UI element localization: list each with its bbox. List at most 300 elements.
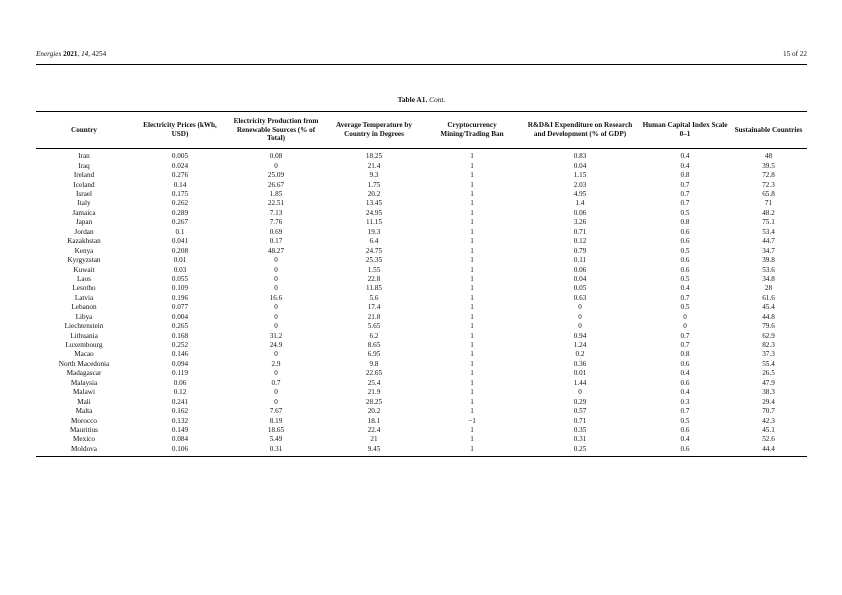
table-row [36, 275, 807, 284]
cell-rdi-expenditure: 0.05 [573, 284, 587, 293]
cell-crypto-ban: 1 [470, 359, 474, 368]
cell-country: Macao [74, 350, 94, 359]
cell-rdi-expenditure: 0.71 [573, 227, 587, 236]
cell-renewable-production: 0 [274, 303, 278, 312]
cell-human-capital-index: 0.6 [680, 237, 690, 246]
cell-electricity-price: 0.004 [171, 312, 189, 321]
cell-sustainable-score: 71 [764, 199, 773, 208]
cell-average-temperature: 21.8 [367, 312, 381, 321]
cell-average-temperature: 1.55 [367, 265, 381, 274]
cell-rdi-expenditure: 1.24 [573, 341, 587, 350]
cell-human-capital-index: 0.6 [680, 359, 690, 368]
table-row [36, 312, 807, 321]
cell-country: Mauritius [70, 425, 98, 434]
cell-average-temperature: 19.3 [367, 227, 381, 236]
cell-crypto-ban: 1 [470, 303, 474, 312]
cell-renewable-production: 0 [274, 350, 278, 359]
cell-crypto-ban: 1 [470, 218, 474, 227]
cell-country: Japan [75, 218, 93, 227]
table-row [36, 180, 807, 189]
cell-electricity-price: 0.168 [171, 331, 189, 340]
cell-crypto-ban: 1 [470, 208, 474, 217]
cell-crypto-ban: 1 [470, 312, 474, 321]
cell-sustainable-score: 79.6 [762, 322, 775, 331]
cell-crypto-ban: 1 [470, 227, 474, 236]
cell-country: Mali [77, 397, 91, 406]
table-row [36, 171, 807, 180]
cell-human-capital-index: 0.7 [680, 331, 690, 340]
cell-average-temperature: 18.1 [367, 416, 381, 425]
table-row [36, 246, 807, 255]
cell-sustainable-score: 47.9 [762, 378, 775, 387]
cell-crypto-ban: 1 [470, 180, 474, 189]
cell-human-capital-index: 0.8 [680, 350, 690, 359]
cell-electricity-price: 0.084 [171, 435, 189, 444]
table-row [36, 426, 807, 435]
header-country: Country [71, 125, 97, 134]
cell-rdi-expenditure: 0.06 [573, 208, 587, 217]
cell-rdi-expenditure: 0.04 [573, 274, 587, 283]
cell-renewable-production: 0 [274, 397, 278, 406]
table-row [36, 199, 807, 208]
cell-human-capital-index: 0.5 [680, 303, 690, 312]
cell-crypto-ban: 1 [470, 256, 474, 265]
cell-electricity-price: 0.106 [171, 444, 189, 453]
cell-electricity-price: 0.024 [171, 161, 189, 170]
cell-rdi-expenditure: 1.15 [573, 171, 587, 180]
cell-rdi-expenditure: 0.71 [573, 416, 587, 425]
cell-human-capital-index: 0.6 [680, 378, 690, 387]
cell-sustainable-score: 39.5 [762, 161, 775, 170]
cell-renewable-production: 0 [274, 161, 278, 170]
cell-crypto-ban: 1 [470, 425, 474, 434]
cell-renewable-production: 0.31 [269, 444, 283, 453]
cell-sustainable-score: 34.7 [762, 246, 775, 255]
table-row [36, 190, 807, 199]
table-row [36, 388, 807, 397]
cell-human-capital-index: 0.6 [680, 265, 690, 274]
cell-country: Iran [78, 152, 90, 161]
cell-rdi-expenditure: 0.29 [573, 397, 587, 406]
cell-country: Kenya [74, 246, 94, 255]
journal-citation: Energies 2021, 14, 4254 [36, 50, 107, 58]
table-row [36, 407, 807, 416]
cell-average-temperature: 1.75 [367, 180, 381, 189]
cell-electricity-price: 0.241 [171, 397, 189, 406]
cell-average-temperature: 6.4 [369, 237, 379, 246]
cell-renewable-production: 0 [274, 388, 278, 397]
cell-country: Mexico [73, 435, 95, 444]
cell-electricity-price: 0.175 [171, 190, 189, 199]
cell-renewable-production: 22.51 [267, 199, 285, 208]
cell-human-capital-index: 0.5 [680, 274, 690, 283]
cell-rdi-expenditure: 1.44 [573, 378, 587, 387]
cell-average-temperature: 18.25 [365, 152, 383, 161]
table-label: Table A1. [397, 95, 428, 104]
cell-country: Latvia [74, 293, 94, 302]
cell-human-capital-index: 0.7 [680, 407, 690, 416]
cell-rdi-expenditure: 4.95 [573, 190, 587, 199]
table-row [36, 149, 807, 162]
cell-electricity-price: 0.005 [171, 152, 189, 161]
cell-crypto-ban: 1 [470, 444, 474, 453]
cell-electricity-price: 0.077 [171, 303, 189, 312]
cell-sustainable-score: 38.3 [762, 388, 775, 397]
cell-sustainable-score: 42.3 [762, 416, 775, 425]
cell-renewable-production: 31.2 [269, 331, 283, 340]
cell-average-temperature: 20.2 [367, 407, 381, 416]
cell-crypto-ban: 1 [470, 322, 474, 331]
cell-crypto-ban: 1 [470, 284, 474, 293]
cell-human-capital-index: 0.4 [680, 435, 690, 444]
cell-rdi-expenditure: 3.26 [573, 218, 587, 227]
cell-human-capital-index: 0.4 [680, 152, 690, 161]
cell-electricity-price: 0.149 [171, 425, 189, 434]
table-row [36, 435, 807, 444]
cell-country: Luxembourg [65, 341, 103, 350]
header-renewable-production: Electricity Production from Renewable Sources (% of Total) [233, 117, 319, 143]
cell-average-temperature: 13.45 [365, 199, 383, 208]
cell-rdi-expenditure: 0.79 [573, 246, 587, 255]
cell-human-capital-index: 0.3 [680, 397, 690, 406]
cell-rdi-expenditure: 0.11 [573, 256, 587, 265]
cell-rdi-expenditure: 0.57 [573, 407, 587, 416]
cell-sustainable-score: 52.6 [762, 435, 775, 444]
table-row [36, 209, 807, 218]
journal-volume: 14 [81, 50, 89, 58]
cell-country: Liechtenstein [64, 322, 104, 331]
cell-human-capital-index: 0.5 [680, 208, 690, 217]
cell-average-temperature: 25.4 [367, 378, 381, 387]
cell-renewable-production: 0 [274, 256, 278, 265]
cell-rdi-expenditure: 0.35 [573, 425, 587, 434]
cell-crypto-ban: 1 [470, 265, 474, 274]
cell-sustainable-score: 48 [764, 152, 773, 161]
cell-crypto-ban: 1 [470, 378, 474, 387]
cell-electricity-price: 0.208 [171, 246, 189, 255]
cell-sustainable-score: 26.5 [762, 369, 775, 378]
cell-sustainable-score: 65.8 [762, 190, 775, 199]
cell-renewable-production: 8.19 [269, 416, 283, 425]
cell-renewable-production: 5.49 [269, 435, 283, 444]
cell-crypto-ban: 1 [470, 274, 474, 283]
table-row [36, 379, 807, 388]
cell-electricity-price: 0.276 [171, 171, 189, 180]
cell-human-capital-index: 0.7 [680, 180, 690, 189]
cell-rdi-expenditure: 0.01 [573, 369, 587, 378]
cell-country: Ireland [73, 171, 95, 180]
cell-rdi-expenditure: 0.83 [573, 152, 587, 161]
table-row [36, 445, 807, 457]
cell-country: Kuwait [73, 265, 95, 274]
cell-average-temperature: 21.9 [367, 388, 381, 397]
cell-renewable-production: 24.9 [269, 341, 283, 350]
cell-renewable-production: 16.6 [269, 293, 283, 302]
cell-electricity-price: 0.196 [171, 293, 189, 302]
cell-crypto-ban: 1 [470, 237, 474, 246]
table-row [36, 322, 807, 331]
header-average-temperature: Average Temperature by Country in Degrees [336, 121, 412, 138]
cell-electricity-price: 0.109 [171, 284, 189, 293]
cell-country: Jamaica [72, 208, 96, 217]
cell-renewable-production: 0.08 [269, 152, 283, 161]
cell-sustainable-score: 44.8 [762, 312, 775, 321]
cell-average-temperature: 28.25 [365, 397, 383, 406]
cell-average-temperature: 8.65 [367, 341, 381, 350]
cell-human-capital-index: 0.4 [680, 161, 690, 170]
cell-crypto-ban: 1 [470, 161, 474, 170]
cell-country: Malawi [73, 388, 95, 397]
table-row [36, 294, 807, 303]
cell-rdi-expenditure: 0.04 [573, 161, 587, 170]
table-row [36, 331, 807, 340]
cell-average-temperature: 9.8 [369, 359, 379, 368]
cell-average-temperature: 20.2 [367, 190, 381, 199]
table-caption-suffix: Cont. [429, 95, 446, 104]
cell-average-temperature: 22.65 [365, 369, 383, 378]
cell-human-capital-index: 0.4 [680, 369, 690, 378]
table-row [36, 416, 807, 425]
cell-rdi-expenditure: 0 [578, 312, 582, 321]
cell-renewable-production: 0 [274, 274, 278, 283]
table-row [36, 303, 807, 312]
cell-country: Lebanon [71, 303, 97, 312]
cell-rdi-expenditure: 0.31 [573, 435, 587, 444]
cell-country: Madagascar [66, 369, 102, 378]
cell-human-capital-index: 0.8 [680, 218, 690, 227]
data-table [36, 111, 807, 457]
cell-renewable-production: 0 [274, 369, 278, 378]
cell-renewable-production: 26.67 [267, 180, 285, 189]
cell-renewable-production: 0 [274, 284, 278, 293]
cell-rdi-expenditure: 0.94 [573, 331, 587, 340]
table-row [36, 284, 807, 293]
cell-country: Malaysia [70, 378, 98, 387]
cell-electricity-price: 0.1 [175, 227, 185, 236]
cell-country: Malta [75, 407, 93, 416]
cell-sustainable-score: 53.4 [762, 227, 775, 236]
cell-average-temperature: 6.2 [369, 331, 379, 340]
cell-sustainable-score: 37.3 [762, 350, 775, 359]
cell-country: North Macedonia [58, 359, 110, 368]
cell-human-capital-index: 0.5 [680, 246, 690, 255]
cell-average-temperature: 5.65 [367, 322, 381, 331]
cell-human-capital-index: 0.7 [680, 293, 690, 302]
cell-rdi-expenditure: 0.36 [573, 359, 587, 368]
journal-year: 2021 [63, 50, 78, 58]
cell-electricity-price: 0.262 [171, 199, 189, 208]
cell-human-capital-index: 0.4 [680, 284, 690, 293]
cell-sustainable-score: 45.4 [762, 303, 775, 312]
cell-sustainable-score: 72.8 [762, 171, 775, 180]
cell-rdi-expenditure: 0.2 [575, 350, 585, 359]
cell-sustainable-score: 44.4 [762, 444, 775, 453]
cell-human-capital-index: 0.8 [680, 171, 690, 180]
table-row [36, 161, 807, 170]
cell-crypto-ban: 1 [470, 388, 474, 397]
cell-renewable-production: 48.27 [267, 246, 285, 255]
cell-average-temperature: 24.95 [365, 208, 383, 217]
table-row [36, 237, 807, 246]
header-human-capital: Human Capital Index Scale 0–1 [642, 121, 728, 138]
cell-rdi-expenditure: 0 [578, 388, 582, 397]
table-row [36, 360, 807, 369]
cell-rdi-expenditure: 1.4 [575, 199, 585, 208]
cell-human-capital-index: 0.6 [680, 227, 690, 236]
cell-human-capital-index: 0.7 [680, 190, 690, 199]
cell-average-temperature: 22.8 [367, 274, 381, 283]
cell-rdi-expenditure: 2.03 [573, 180, 587, 189]
cell-average-temperature: 11.85 [366, 284, 382, 293]
cell-electricity-price: 0.162 [171, 407, 189, 416]
cell-human-capital-index: 0.5 [680, 416, 690, 425]
cell-renewable-production: 0 [274, 312, 278, 321]
cell-average-temperature: 21 [370, 435, 378, 444]
cell-electricity-price: 0.06 [173, 378, 187, 387]
cell-rdi-expenditure: 0.12 [573, 237, 587, 246]
cell-electricity-price: 0.055 [171, 274, 189, 283]
cell-crypto-ban: 1 [470, 369, 474, 378]
table-body [36, 149, 807, 457]
cell-human-capital-index: 0.7 [680, 199, 690, 208]
cell-sustainable-score: 34.8 [762, 274, 775, 283]
table-row [36, 397, 807, 406]
cell-country: Jordan [74, 227, 94, 236]
cell-crypto-ban: 1 [470, 341, 474, 350]
cell-renewable-production: 0 [274, 265, 278, 274]
cell-crypto-ban: 1 [470, 350, 474, 359]
cell-rdi-expenditure: 0.63 [573, 293, 587, 302]
cell-sustainable-score: 82.3 [762, 341, 775, 350]
cell-sustainable-score: 53.6 [762, 265, 775, 274]
cell-average-temperature: 24.75 [365, 246, 383, 255]
cell-crypto-ban: 1 [470, 171, 474, 180]
cell-sustainable-score: 70.7 [762, 407, 775, 416]
cell-crypto-ban: 1 [470, 293, 474, 302]
table-row [36, 350, 807, 359]
table-row [36, 218, 807, 227]
cell-human-capital-index: 0.6 [680, 425, 690, 434]
cell-average-temperature: 9.45 [367, 444, 381, 453]
cell-crypto-ban: 1 [470, 397, 474, 406]
cell-renewable-production: 2.9 [271, 359, 281, 368]
cell-average-temperature: 9.3 [369, 171, 379, 180]
cell-electricity-price: 0.03 [173, 265, 187, 274]
cell-renewable-production: 0 [274, 322, 278, 331]
cell-human-capital-index: 0.4 [680, 388, 690, 397]
journal-name: Energies [36, 50, 62, 58]
cell-crypto-ban: 1 [470, 190, 474, 199]
cell-crypto-ban: −1 [468, 416, 476, 425]
header-sustainable: Sustainable Countries [734, 125, 803, 134]
cell-renewable-production: 0.17 [269, 237, 283, 246]
cell-human-capital-index: 0.7 [680, 341, 690, 350]
cell-sustainable-score: 75.1 [762, 218, 775, 227]
cell-country: Morocco [71, 416, 97, 425]
cell-country: Libya [75, 312, 93, 321]
cell-crypto-ban: 1 [470, 331, 474, 340]
cell-country: Lesotho [72, 284, 96, 293]
cell-crypto-ban: 1 [470, 407, 474, 416]
cell-renewable-production: 18.65 [267, 425, 285, 434]
cell-sustainable-score: 62.9 [762, 331, 775, 340]
cell-average-temperature: 21.4 [367, 161, 381, 170]
cell-human-capital-index: 0.6 [680, 256, 690, 265]
header-crypto-ban: Cryptocurrency Mining/Trading Ban [440, 121, 504, 138]
cell-sustainable-score: 55.4 [762, 359, 775, 368]
table-caption [36, 95, 807, 104]
cell-country: Italy [77, 199, 91, 208]
cell-electricity-price: 0.267 [171, 218, 189, 227]
cell-country: Iceland [73, 180, 95, 189]
cell-sustainable-score: 39.8 [762, 256, 775, 265]
cell-crypto-ban: 1 [470, 152, 474, 161]
table-row [36, 256, 807, 265]
cell-electricity-price: 0.119 [172, 369, 188, 378]
cell-sustainable-score: 72.3 [762, 180, 775, 189]
cell-renewable-production: 7.67 [269, 407, 283, 416]
cell-electricity-price: 0.132 [171, 416, 189, 425]
cell-electricity-price: 0.146 [171, 350, 189, 359]
header-electricity-prices: Electricity Prices (kWh, USD) [143, 121, 217, 138]
cell-country: Lithuania [70, 331, 98, 340]
cell-crypto-ban: 1 [470, 435, 474, 444]
article-number: 4254 [91, 50, 107, 58]
cell-renewable-production: 0.69 [269, 227, 283, 236]
cell-electricity-price: 0.094 [171, 359, 189, 368]
cell-country: Kyrgyzstan [67, 256, 101, 265]
cell-country: Iraq [78, 161, 90, 170]
cell-crypto-ban: 1 [470, 246, 474, 255]
cell-electricity-price: 0.041 [171, 237, 189, 246]
header-rdi-expenditure: R&D&I Expenditure on Research and Development (% of GDP) [527, 121, 633, 138]
cell-country: Moldova [71, 444, 97, 453]
cell-renewable-production: 0.7 [271, 378, 281, 387]
cell-country: Laos [77, 274, 91, 283]
cell-electricity-price: 0.01 [173, 256, 187, 265]
cell-crypto-ban: 1 [470, 199, 474, 208]
page-number: 15 of 22 [783, 50, 807, 58]
cell-renewable-production: 7.76 [269, 218, 283, 227]
cell-renewable-production: 25.09 [267, 171, 285, 180]
cell-electricity-price: 0.289 [171, 208, 189, 217]
cell-electricity-price: 0.265 [171, 322, 189, 331]
cell-sustainable-score: 44.7 [762, 237, 775, 246]
table-header-row [36, 112, 807, 149]
cell-average-temperature: 17.4 [367, 303, 381, 312]
cell-sustainable-score: 48.2 [762, 208, 775, 217]
cell-country: Israel [76, 190, 92, 199]
cell-human-capital-index: 0.6 [680, 444, 690, 453]
cell-sustainable-score: 61.6 [762, 293, 775, 302]
cell-average-temperature: 25.35 [365, 256, 383, 265]
cell-average-temperature: 11.15 [366, 218, 382, 227]
cell-electricity-price: 0.12 [173, 388, 187, 397]
cell-rdi-expenditure: 0 [578, 303, 582, 312]
cell-rdi-expenditure: 0.25 [573, 444, 587, 453]
table-row [36, 228, 807, 237]
cell-sustainable-score: 45.1 [762, 425, 775, 434]
cell-sustainable-score: 28 [764, 284, 773, 293]
table-row [36, 265, 807, 274]
cell-average-temperature: 5.6 [369, 293, 379, 302]
cell-average-temperature: 6.95 [367, 350, 381, 359]
cell-electricity-price: 0.252 [171, 341, 189, 350]
table-row [36, 341, 807, 350]
cell-renewable-production: 1.85 [269, 190, 283, 199]
cell-rdi-expenditure: 0.06 [573, 265, 587, 274]
cell-electricity-price: 0.14 [173, 180, 187, 189]
